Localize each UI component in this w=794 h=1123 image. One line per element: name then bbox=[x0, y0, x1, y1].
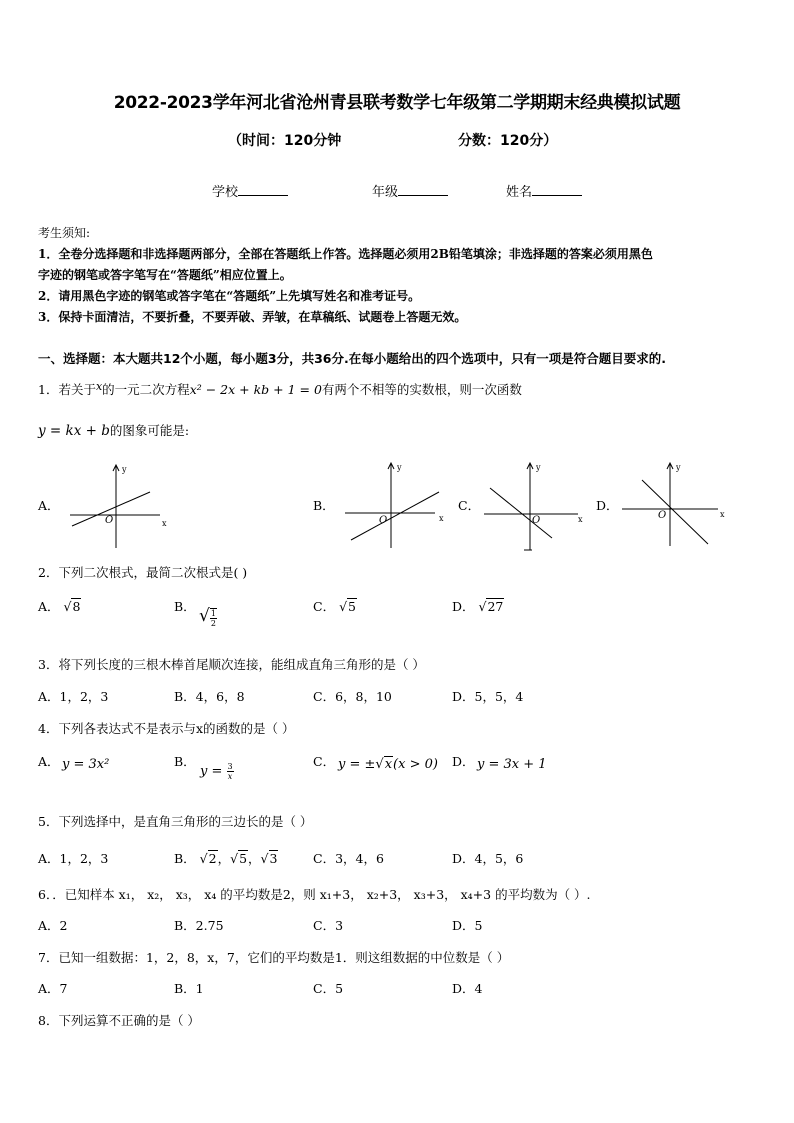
function-line bbox=[351, 492, 439, 540]
q1-var: x bbox=[95, 380, 103, 393]
question-4-stem: 4．下列各表达式不是表示与x的函数的是（ ） bbox=[38, 721, 295, 736]
q1-function: y = kx + b bbox=[38, 423, 110, 439]
question-8-stem: 8．下列运算不正确的是（ ） bbox=[38, 1013, 200, 1028]
function-line bbox=[642, 480, 708, 544]
q4-option-c-eq: y = ±√x(x > 0) bbox=[338, 757, 438, 772]
q3-option-d: D．5，5，4 bbox=[452, 689, 524, 704]
q5-b-radicand-3: 3 bbox=[269, 851, 278, 866]
q4-c-lhs: y = ± bbox=[338, 757, 376, 772]
q5-option-d: D．4，5，6 bbox=[452, 851, 524, 866]
q6-option-c: C．3 bbox=[313, 918, 344, 933]
q1-graph-a bbox=[60, 460, 175, 552]
grade-blank bbox=[398, 182, 448, 196]
y-label: y bbox=[397, 463, 402, 472]
q5-b-radicand-1: 2 bbox=[208, 851, 217, 866]
q1-mid: 的一元二次方程 bbox=[102, 382, 190, 397]
q1-line2-post: 的图象可能是: bbox=[109, 423, 190, 438]
q6-option-a: A．2 bbox=[38, 918, 68, 933]
q2-option-a bbox=[38, 597, 81, 615]
q5-option-c: C．3，4，6 bbox=[313, 851, 384, 866]
notice-item-1: 1．全卷分选择题和非选择题两部分，全部在答题纸上作答。选择题必须用2B铅笔填涂；非选择题的答案必须用黑色 bbox=[38, 247, 653, 261]
origin-label: O bbox=[658, 510, 667, 521]
q2-a-radical: √8 bbox=[63, 599, 81, 614]
exam-score: 分数：120分） bbox=[458, 133, 558, 149]
q7-option-d: D．4 bbox=[452, 981, 483, 996]
q1-graph-c bbox=[480, 458, 590, 554]
q4-option-d-label: D． bbox=[452, 754, 475, 769]
q6-option-d: D．5 bbox=[452, 918, 483, 933]
q4-option-c-label: C． bbox=[313, 754, 336, 769]
q2-a-label: A． bbox=[38, 599, 60, 614]
q2-c-radicand: 5 bbox=[348, 599, 356, 614]
q1-pre: 1．若关于 bbox=[38, 382, 96, 397]
q2-d-radical: √27 bbox=[478, 599, 504, 614]
q2-option-c bbox=[313, 597, 357, 615]
grade-field bbox=[372, 181, 448, 200]
q1-option-b-label: B． bbox=[313, 498, 335, 513]
notice-item-3: 3．保持卡面清洁，不要折叠，不要弄破、弄皱，在草稿纸、试题卷上答题无效。 bbox=[38, 310, 467, 324]
function-line bbox=[490, 488, 552, 538]
q4-option-b-eq bbox=[200, 762, 234, 781]
section-heading: 一、选择题：本大题共12个小题，每小题3分，共36分.在每小题给出的四个选项中，只有一项是符合题目要求的. bbox=[38, 351, 666, 366]
y-label: y bbox=[536, 463, 541, 472]
x-label: x bbox=[162, 519, 167, 528]
q5-option-b: B． √2，√5，√3 bbox=[174, 851, 278, 866]
q5-b-root-2: √5 bbox=[230, 851, 248, 866]
origin-label: O bbox=[532, 515, 541, 526]
question-1-line2 bbox=[38, 421, 189, 439]
q1-graph-d bbox=[618, 458, 730, 550]
q2-c-label: C． bbox=[313, 599, 336, 614]
notice-item-2: 2．请用黑色字迹的钢笔或答字笔在“答题纸”上先填写姓名和准考证号。 bbox=[38, 289, 421, 303]
q4-b-lhs: y = bbox=[200, 764, 227, 779]
school-field bbox=[212, 181, 288, 200]
q1-equation: x² − 2x + kb + 1 = 0 bbox=[189, 382, 322, 397]
q2-d-label: D． bbox=[452, 599, 475, 614]
q4-option-a-eq: y = 3x² bbox=[62, 757, 110, 772]
exam-time: （时间：120分钟 bbox=[228, 133, 342, 149]
q5-option-a: A．1，2，3 bbox=[38, 851, 109, 866]
question-6-stem: 6．．已知样本 x₁， x₂， x₃， x₄ 的平均数是2，则 x₁+3， x₂+3， x₃+3， x₄+3 的平均数为（ ）. bbox=[38, 887, 591, 902]
q1-post: 有两个不相等的实数根，则一次函数 bbox=[321, 382, 522, 397]
school-label: 学校 bbox=[212, 185, 239, 200]
q4-option-a-label: A． bbox=[38, 754, 60, 769]
grade-label: 年级 bbox=[372, 185, 399, 200]
q4-c-domain: (x > 0) bbox=[393, 757, 438, 772]
name-field bbox=[506, 181, 582, 200]
q2-d-radicand: 27 bbox=[487, 599, 504, 614]
x-label: x bbox=[439, 514, 444, 523]
q1-option-c-label: C． bbox=[458, 498, 481, 513]
origin-label: O bbox=[105, 515, 114, 526]
question-3-stem: 3．将下列长度的三根木棒首尾顺次连接，能组成直角三角形的是（ ） bbox=[38, 657, 425, 672]
question-5-stem: 5．下列选择中，是直角三角形的三边长的是（ ） bbox=[38, 814, 313, 829]
question-1-stem bbox=[38, 380, 522, 398]
notice-item-1-cont: 字迹的钢笔或答字笔写在“答题纸”相应位置上。 bbox=[38, 268, 292, 282]
school-blank bbox=[238, 182, 288, 196]
y-label: y bbox=[676, 463, 681, 472]
notice-heading: 考生须知: bbox=[38, 226, 91, 240]
q2-b-label: B． bbox=[174, 599, 196, 614]
q4-b-denominator: x bbox=[227, 772, 233, 781]
name-label: 姓名 bbox=[506, 185, 533, 200]
q4-option-d-eq: y = 3x + 1 bbox=[477, 757, 547, 772]
q3-option-c: C．6，8，10 bbox=[313, 689, 392, 704]
name-blank bbox=[532, 182, 582, 196]
q2-b-fraction bbox=[210, 608, 217, 628]
x-label: x bbox=[578, 515, 583, 524]
q2-option-b bbox=[174, 597, 196, 615]
question-7-stem: 7．已知一组数据：1，2，8，x，7，它们的平均数是1．则这组数据的中位数是（ ） bbox=[38, 950, 510, 965]
y-label: y bbox=[122, 465, 127, 474]
q4-b-fraction bbox=[227, 762, 234, 781]
q1-option-d-label: D． bbox=[596, 498, 619, 513]
q3-option-a: A．1，2，3 bbox=[38, 689, 109, 704]
q2-option-d bbox=[452, 597, 504, 615]
x-label: x bbox=[720, 510, 725, 519]
q1-graph-b bbox=[335, 458, 450, 552]
q2-b-radical: √ $\frac{1}{2}$ bbox=[199, 606, 216, 628]
origin-label: O bbox=[379, 515, 388, 526]
q4-b-numerator: 3 bbox=[227, 762, 233, 771]
q2-c-radical: √5 bbox=[339, 599, 356, 614]
q3-option-b: B．4，6，8 bbox=[174, 689, 245, 704]
q5-b-radicand-2: 5 bbox=[239, 851, 248, 866]
q7-option-a: A．7 bbox=[38, 981, 68, 996]
q5-b-root-3: √3 bbox=[260, 851, 278, 866]
q4-option-b-label: B． bbox=[174, 754, 196, 769]
q7-option-b: B．1 bbox=[174, 981, 204, 996]
question-2-stem: 2．下列二次根式，最简二次根式是( ) bbox=[38, 565, 248, 580]
q1-option-a-label: A． bbox=[38, 498, 60, 513]
q2-b-denominator: 2 bbox=[210, 618, 216, 628]
q2-b-numerator: 1 bbox=[210, 608, 216, 618]
q5-b-root-1: √2 bbox=[199, 851, 217, 866]
q5-b-label: B． bbox=[174, 851, 196, 866]
q7-option-c: C．5 bbox=[313, 981, 344, 996]
q2-a-radicand: 8 bbox=[72, 599, 81, 614]
q4-c-radicand: x bbox=[384, 757, 393, 772]
q6-option-b: B．2.75 bbox=[174, 918, 224, 933]
exam-title: 2022-2023学年河北省沧州青县联考数学七年级第二学期期末经典模拟试题 bbox=[113, 93, 681, 113]
